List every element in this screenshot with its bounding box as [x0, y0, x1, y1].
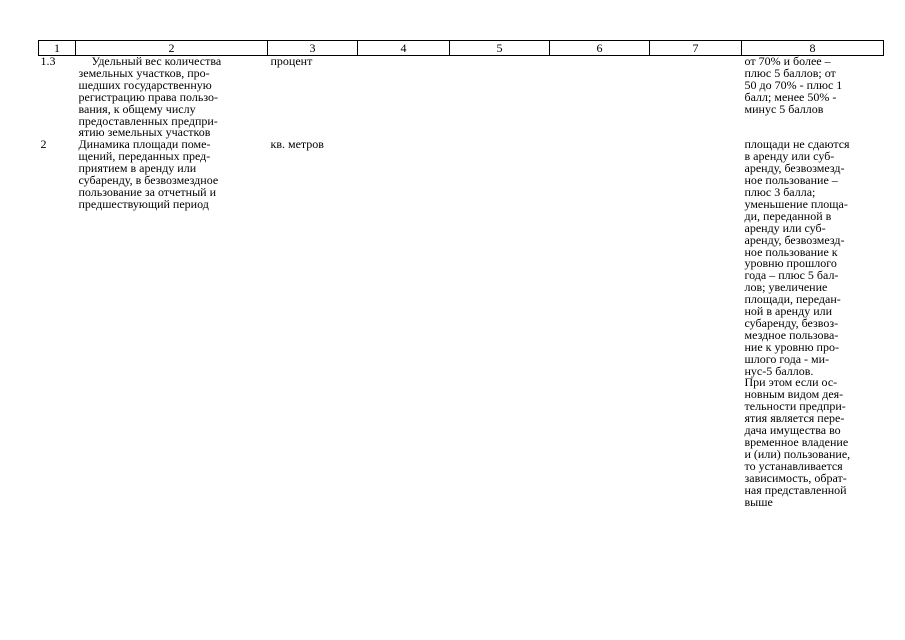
indicator-name-lines	[79, 56, 268, 139]
text-line: шлого года - ми-	[744, 351, 830, 366]
table-row	[39, 56, 884, 140]
indicator-name	[76, 139, 268, 508]
text-line: предоставленных предпри-	[78, 113, 218, 128]
empty-cell	[450, 139, 550, 508]
text-line: от 70% и более –	[744, 54, 831, 68]
column-header-6: 6	[550, 41, 650, 56]
text-line: площади, передан-	[744, 292, 841, 307]
text-line: плюс 3 балла;	[744, 184, 816, 199]
text-line: регистрацию права пользо-	[78, 89, 218, 104]
column-header-7: 7	[650, 41, 742, 56]
row-number: 1.3	[40, 54, 56, 68]
text-line: в аренду или суб-	[744, 149, 835, 164]
text-line: аренду или суб-	[744, 220, 826, 235]
text-line: выше	[744, 494, 773, 509]
text-line: ние к уровню про-	[744, 339, 839, 354]
text-line: то устанавливается	[744, 458, 843, 473]
empty-cell	[358, 139, 450, 508]
text-line: ное пользование –	[744, 173, 838, 188]
text-line: мездное пользова-	[744, 327, 839, 342]
empty-cell	[450, 56, 550, 140]
empty-cell	[550, 139, 650, 508]
text-line: лов; увеличение	[744, 280, 828, 295]
text-line: зависимость, обрат-	[744, 470, 847, 485]
text-line: ной в аренду или	[744, 304, 833, 319]
text-line: 50 до 70% - плюс 1	[744, 77, 843, 92]
text-line: новным видом дея-	[744, 387, 844, 402]
column-header-2: 2	[76, 41, 268, 56]
text-line: субаренду, безвоз-	[744, 315, 839, 330]
scoring-criteria	[742, 56, 884, 140]
text-line: дача имущества во	[744, 423, 841, 438]
text-line: предшествующий период	[78, 196, 209, 211]
text-line: щений, переданных пред-	[78, 149, 211, 164]
text-line: минус 5 баллов	[744, 101, 824, 116]
column-header-3: 3	[268, 41, 358, 56]
text-line: Динамика площади поме-	[78, 137, 211, 152]
text-line: уменьшение площа-	[744, 196, 848, 211]
empty-cell	[650, 139, 742, 508]
text-line: субаренду, в безвозмездное	[78, 173, 219, 188]
text-line: плюс 5 баллов; от	[744, 65, 836, 80]
column-header-1: 1	[39, 41, 76, 56]
text-line: земельных участков, про-	[78, 65, 210, 80]
text-line: ди, переданной в	[744, 208, 832, 223]
text-line: Удельный вес количества	[91, 54, 222, 68]
text-line: уровню прошлого	[744, 256, 837, 271]
column-header-5: 5	[450, 41, 550, 56]
empty-cell	[550, 56, 650, 140]
text-line: аренду, безвозмезд-	[744, 161, 845, 176]
text-line: и (или) пользование,	[744, 446, 851, 461]
indicator-name-lines	[79, 139, 268, 210]
text-line: шедших государственную	[78, 77, 212, 92]
text-line: приятием в аренду или	[78, 161, 197, 176]
table-row	[39, 139, 884, 508]
column-header-8: 8	[742, 41, 884, 56]
text-line: балл; менее 50% -	[744, 89, 837, 104]
empty-cell	[358, 56, 450, 140]
column-header-4: 4	[358, 41, 450, 56]
text-line: ное пользование к	[744, 244, 838, 259]
text-line: пользование за отчетный и	[78, 184, 216, 199]
text-line: площади не сдаются	[744, 137, 850, 152]
unit-of-measure: процент	[270, 54, 313, 68]
text-line: вания, к общему числу	[78, 101, 196, 116]
text-line: ятия является пере-	[744, 411, 845, 426]
scoring-criteria-lines	[745, 56, 884, 116]
scoring-criteria-lines	[745, 139, 884, 508]
text-line: временное владение	[744, 435, 849, 449]
text-line: нус-5 баллов.	[744, 363, 814, 378]
unit-of-measure: кв. метров	[270, 137, 324, 152]
text-line: При этом если ос-	[744, 375, 838, 390]
indicator-name	[76, 56, 268, 140]
text-line: ная представленной	[744, 482, 847, 497]
text-line: аренду, безвозмезд-	[744, 232, 845, 247]
criteria-table	[38, 40, 884, 508]
text-line: ятию земельных участков	[78, 125, 211, 140]
scoring-criteria	[742, 139, 884, 508]
document-page	[38, 40, 883, 508]
row-number: 2	[40, 137, 47, 152]
text-line: тельности предпри-	[744, 399, 846, 414]
text-line: года – плюс 5 бал-	[744, 268, 839, 283]
empty-cell	[650, 56, 742, 140]
